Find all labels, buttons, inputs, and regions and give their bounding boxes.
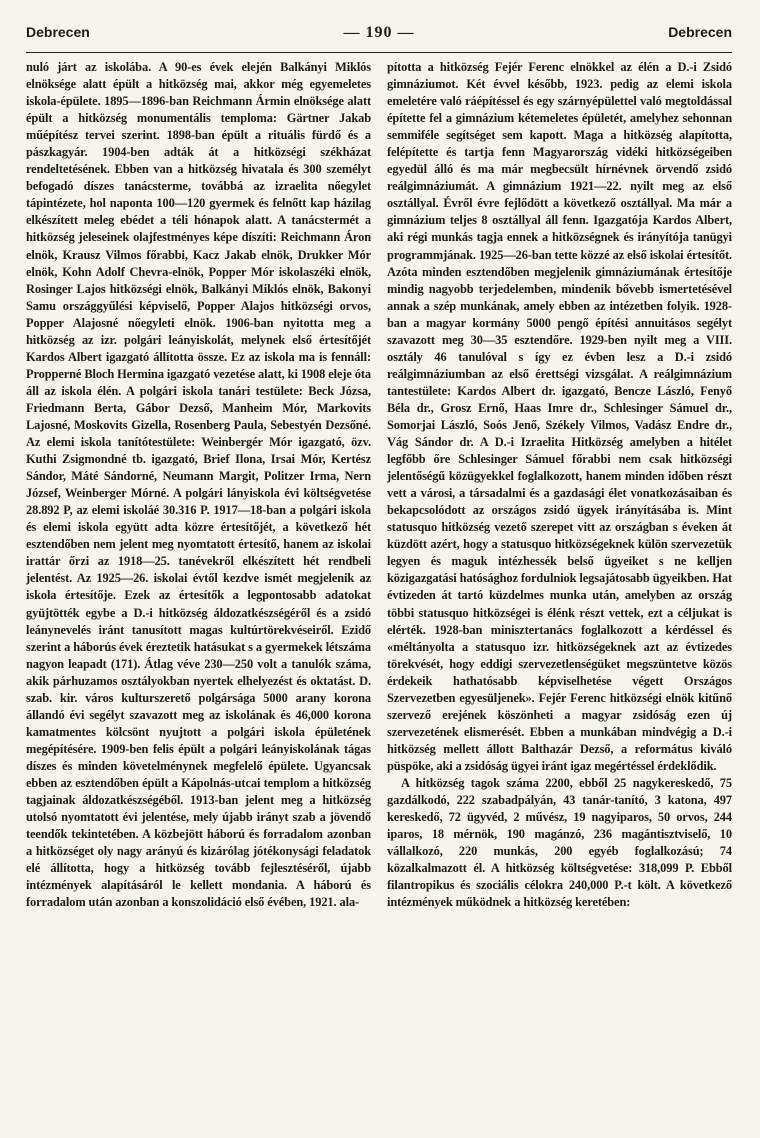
header-left-title: Debrecen bbox=[26, 24, 90, 40]
right-column bbox=[387, 59, 732, 911]
text-columns bbox=[26, 59, 732, 911]
header-right-title: Debrecen bbox=[668, 24, 732, 40]
left-paragraph-1: nuló járt az iskolába. A 90-es évek elején Balkányi Miklós elnöksége alatt épült a hitközség mai, akkor még egyemeletes iskola-épülete. 1895—1896-ban Reichmann Ármin elnöksége alatt épült a hitközség monumentális temploma: Gärtner Jakab műépítész tervei szerint. 1898-ban épült a rituális fürdő és a pászkagyár. 1904-ben adták át a hitközségi székházat rendeltetésének. Ebben van a hitközség hivatala és 300 személyt befogadó díszes tanácsterme, továbbá az izraelita nőegylet tápintézete, hol naponta 100—120 gyermek és felnőtt kap házilag elkészített meleg ebédet a téli hónapok alatt. A tanácstermét a hitközség jeleseinek olajfestményes képe díszíti: Reichmann Áron elnök, Krausz Vilmos főrabbi, Kacz Jakab elnök, Drukker Mór elnök, Kohn Adolf Chevra-elnök, Popper Mór iskolaszéki elnök, Rosinger Lajos hitközségi elnök, Balkányi Miklós elnök, Bakonyi Samu országgyűlési képviselő, Popper Alajos hitközségi orvos, Popper Alajosné nőegyleti elnök. 1906-ban nyitotta meg a hitközség az izr. polgári leányiskolát, melynek első értesítőjét Kardos Albert igazgató állította össze. Ez az iskola ma is fennáll: Propperné Bloch Hermina igazgató vezetése alatt, ki 1908 eleje óta áll az iskola élén. A polgári iskola tanári testülete: Beck Józsa, Friedmann Berta, Gábor Dezső, Manheim Mór, Markovits Lajosné, Moskovits Gizella, Rosenberg Paula, Sebestyén Dezsőné. Az elemi iskola tanítótestülete: Weinbergér Mór igazgató, özv. Kuthi Zsigmondné tb. igazgató, Brief Ilona, Irsai Mór, Kertész Sándor, Máté Sándorné, Neumann Margit, Politzer Irma, Nern József, Weinberger Mórné. A polgári lányiskola évi költségvetése 28.892 P, az elemi iskoláé 30.316 P. 1917—18-ban a polgári iskola és elemi iskola együtt adta közre értesítőjét, a következő hét esztendőben nem jelent meg nyomtatott értesítő, hanem az iskolai irattár őrzi az 1918—25. tanévekről elkészített hét rendbeli jelentést. Az 1925—26. iskolai évtől kezdve ismét megjelenik az iskola értesítője. Ezek az értesítők a legpontosabb adatokat gyüjtötték egybe a D.-i hitközség áldozatkészségéről és a zsidó leánynevelés iránt tanusított magas kultúrtörekvéseiről. Ezidő szerint a háborús évek éreztetik hatásukat s a gyermekek létszáma nagyon leapadt (171). Átlag véve 230—250 volt a tanulók száma, akik párhuzamos osztályokban nyertek elhelyezést és oktatást. D. szab. kir. város kulturszerető polgársága 5000 arany korona állandó évi segélyt szavazott meg az iskolának és 46,000 korona kamatmentes kölcsönt nyujtott a polgári iskola épületének megépítésére. 1909-ben felis épült a polgári leányiskolának tágas díszes és minden követelménynek megfelelő épülete. Ugyancsak ebben az esztendőben épült a Kápolnás-utcai templom a hitközség tagjainak áldozatkészségéből. 1913-ban jelent meg a hitközség utolsó nyomtatott évi jelentése, mely újabb irányt szab a jövendő teendők tekintetében. A közbejött háború és forradalom azonban a hitközséget oly nagy arányú és kizárólag jótékonysági feladatok elé állította, hogy a hitközség tovább fejlesztéséről, újabb intézmények alapításáról le kellett mondania. A háború és forradalom után azonban a konszolidáció első évében, 1921. ala- bbox=[26, 60, 371, 910]
running-head bbox=[26, 24, 732, 53]
left-column bbox=[26, 59, 371, 911]
right-paragraph-1: pította a hitközség Fejér Ferenc elnökkel az élén a D.-i Zsidó gimnáziumot. Két évvel később, 1923. pedig az elemi iskola emeletére való ráépítéssel és egy szárnyépülettel való megtoldással építette fel a gimnázium kétemeletes épületét, amelyhez sehonnan semmiféle segítséget sem kapott. Maga a hitközség alapította, felépítette és tartja fenn Magyarország vidéki hitközségeiben egyedül álló és ma már megbecsült hírnévnek örvendő zsidó reálgimnáziumát. A gimnázium 1921—22. nyilt meg az első osztállyal. Évről évre fejlődött a következő osztállyal. Ma már a gimnázium teljes 8 osztállyal áll fenn. Igazgatója Kardos Albert, aki régi munkás tagja ennek a hitközségnek és irányítója tanügyi programmjának. 1925—26-ban tette közzé az első iskolai értesítőt. Azóta minden esztendőben megjelenik gimnáziumának értesítője mindig nagyobb terjedelemben, mindenik bővebb ismertetésével annak a szép munkának, amely ebben az intézetben folyik. 1928-ban a magyar kormány 5000 pengő építési annuitásos segélyt szavazott meg 30—35 esztendőre. 1929-ben nyilt meg a VIII. osztály 46 tanulóval s így ez évben lesz a D.-i zsidó reálgimnáziumban az első érettségi vizsgálat. A reálgimnázium tantestülete: Kardos Albert dr. igazgató, Bencze László, Fenyő Béla dr., Grosz Ernő, Haas Imre dr., Schlesinger Sámuel dr., Somorjai László, Soós Jenő, Székely Vilmos, Vadász Endre dr., Vág Sándor dr. A D.-i Izraelita Hitközség amelyben a hitélet legfőbb őre Schlesinger Sámuel főrabbi nem csak hitközségi jelentőségű közügyekkel foglalkozott, hanem minden időben részt vett a városi, a társadalmi és a gazdasági élet vonatkozásaiban és bekapcsolódott az országos zsidó ügyek irányításába is. Mint statusquo hitközség vezető szerepet vitt az országban s éveken át küzdött azért, hogy a statusquo hitközségeknek külön szervezetük legyen és maguk intézhessék belső ügyeiket s ne kelljen közigazgatási hatósághoz fordulniok legsajátosabb ügyeikben. Hat évtizeden át tartó küzdelmes munka után, amelyben az ország többi statusquo hitközségei is élénk részt vettek, ezt a céljukat is elérték. 1928-ban minisztertanács foglalkozott a kérdéssel és «méltányolta a statusquo izr. hitközségeknek azt az évtizedes törekvését, hogy eddigi szervezetlenségüket megszüntetve közös érdekeik hathatósabb képviselhetése végett Országos Szervezetben egyesüljenek». Fejér Ferenc hitközségi elnök kitűnő szervező erejének köszönheti a magyar zsidóság ezen új szervezetének elismerését. Ebben a munkában mindvégig a D.-i hitközség mellett állott Balthazár Dezső, a református kiváló püspöke, aki a zsidóság ügyei iránt igaz megértéssel érdeklődik. bbox=[387, 60, 732, 773]
right-paragraph-2: A hitközség tagok száma 2200, ebből 25 nagykereskedő, 75 gazdálkodó, 222 szabadpályán, 43 tanár-tanító, 3 katona, 497 kereskedő, 72 ügyvéd, 2 művész, 19 nagyiparos, 50 orvos, 244 iparos, 18 mérnök, 190 magánzó, 236 magántisztviselő, 10 vállalkozó, 220 munkás, 200 egyéb foglalkozású; 74 közalkalmazott él. A hitközség költségvetése: 318,099 P. Ebből filantropikus és szociális célokra 240,000 P.-t költ. A következő intézmények működnek a hitközség keretében: bbox=[387, 775, 732, 910]
page-number: — 190 — bbox=[343, 24, 415, 41]
